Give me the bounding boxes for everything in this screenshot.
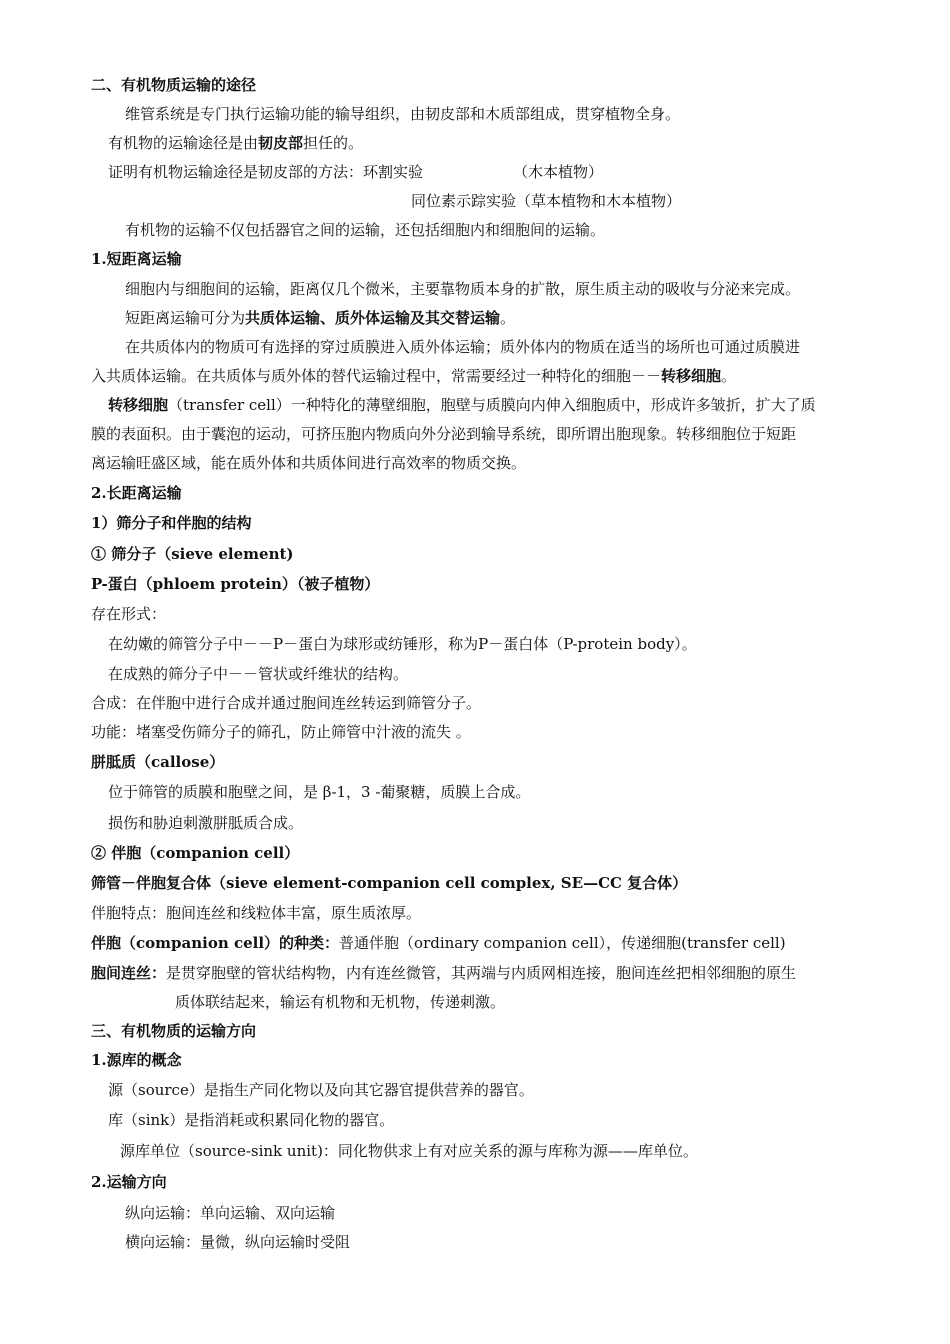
paragraph: [91, 365, 736, 387]
section-heading: 二、有机物质运输的途径: [91, 76, 257, 94]
subsection-heading: ① 筛分子（sieve element): [91, 545, 294, 563]
paragraph: 纵向运输：单向运输、双向运输: [125, 1204, 336, 1222]
paragraph: [125, 307, 515, 329]
paragraph: 位于筛管的质膜和胞壁之间，是 β-1，3 -葡聚糖，质膜上合成。: [108, 783, 531, 801]
paragraph: 离运输旺盛区域，能在质外体和共质体间进行高效率的物质交换。: [91, 454, 527, 472]
subsection-heading: 2.长距离运输: [91, 484, 182, 502]
paragraph-note: （木本植物）: [513, 163, 604, 181]
paragraph: 维管系统是专门执行运输功能的输导组织，由韧皮部和木质部组成，贯穿植物全身。: [125, 105, 681, 123]
paragraph: 横向运输：量微，纵向运输时受阻: [125, 1233, 351, 1251]
paragraph: [91, 962, 796, 984]
paragraph: 膜的表面积。由于囊泡的运动，可挤压胞内物质向外分泌到输导系统，即所谓出胞现象。转移细胞位于短距: [91, 425, 797, 443]
subsection-heading: P-蛋白（phloem protein）（被子植物）: [91, 575, 380, 593]
paragraph: 源（source）是指生产同化物以及向其它器官提供营养的器官。: [108, 1081, 534, 1099]
paragraph: 库（sink）是指消耗或积累同化物的器官。: [108, 1111, 395, 1129]
subsection-heading: 2.运输方向: [91, 1173, 167, 1191]
subsection-heading: 胼胝质（callose）: [91, 753, 225, 771]
text-run: 。: [500, 309, 516, 327]
paragraph: 功能：堵塞受伤筛分子的筛孔，防止筛管中汁液的流失 。: [91, 723, 471, 741]
bold-term: 共质体运输、质外体运输及其交替运输: [245, 309, 501, 327]
subsection-heading: 1）筛分子和伴胞的结构: [91, 514, 252, 532]
paragraph: [91, 932, 786, 954]
bold-term: 转移细胞: [661, 367, 722, 385]
paragraph: [108, 132, 363, 154]
text-run: 入共质体运输。在共质体与质外体的替代运输过程中，常需要经过一种特化的细胞－－: [91, 367, 662, 385]
paragraph: 在成熟的筛分子中－－管状或纤维状的结构。: [108, 665, 409, 683]
section-heading: 三、有机物质的运输方向: [91, 1022, 257, 1040]
bold-term: 胞间连丝：: [91, 964, 167, 982]
bold-term: 转移细胞: [108, 396, 169, 414]
paragraph: 合成：在伴胞中进行合成并通过胞间连丝转运到筛管分子。: [91, 694, 482, 712]
paragraph: 有机物的运输不仅包括器官之间的运输，还包括细胞内和细胞间的运输。: [125, 221, 606, 239]
text-run: 有机物的运输途径是由: [108, 134, 259, 152]
text-run: 担任的。: [303, 134, 364, 152]
paragraph: 在共质体内的物质可有选择的穿过质膜进入质外体运输；质外体内的物质在适当的场所也可通过质膜进: [125, 338, 801, 356]
paragraph: 存在形式：: [91, 605, 167, 623]
paragraph: 伴胞特点：胞间连丝和线粒体丰富，原生质浓厚。: [91, 904, 422, 922]
paragraph: 在幼嫩的筛管分子中－－P－蛋白为球形或纺锤形，称为P－蛋白体（P-protein body）。: [108, 635, 697, 653]
text-run: （transfer cell）一种特化的薄壁细胞，胞壁与质膜向内伸入细胞质中，形成许多皱折，扩大了质: [168, 396, 816, 414]
paragraph: 细胞内与细胞间的运输，距离仅几个微米，主要靠物质本身的扩散，原生质主动的吸收与分泌来完成。: [125, 280, 801, 298]
subsection-heading: 1.短距离运输: [91, 250, 182, 268]
paragraph: 质体联结起来，输运有机物和无机物，传递刺激。: [175, 993, 506, 1011]
text-run: 短距离运输可分为: [125, 309, 246, 327]
paragraph: 同位素示踪实验（草本植物和木本植物）: [411, 192, 682, 210]
paragraph: 损伤和胁迫刺激胼胝质合成。: [108, 814, 304, 832]
text-run: 普通伴胞（ordinary companion cell），传递细胞(transfer cell): [339, 934, 786, 952]
paragraph: 源库单位（source-sink unit)：同化物供求上有对应关系的源与库称为源——库单位。: [120, 1142, 698, 1160]
paragraph: [108, 394, 816, 416]
text-run: 。: [721, 367, 737, 385]
subsection-heading: 筛管－伴胞复合体（sieve element-companion cell complex, SE—CC 复合体）: [91, 874, 688, 892]
bold-term: 韧皮部: [258, 134, 304, 152]
bold-term: 伴胞（companion cell）的种类：: [91, 934, 340, 952]
subsection-heading: 1.源库的概念: [91, 1051, 182, 1069]
paragraph: 证明有机物运输途径是韧皮部的方法：环割实验: [108, 163, 424, 181]
text-run: 是贯穿胞壁的管状结构物，内有连丝微管，其两端与内质网相连接，胞间连丝把相邻细胞的原生: [166, 964, 797, 982]
subsection-heading: ② 伴胞（companion cell）: [91, 844, 300, 862]
